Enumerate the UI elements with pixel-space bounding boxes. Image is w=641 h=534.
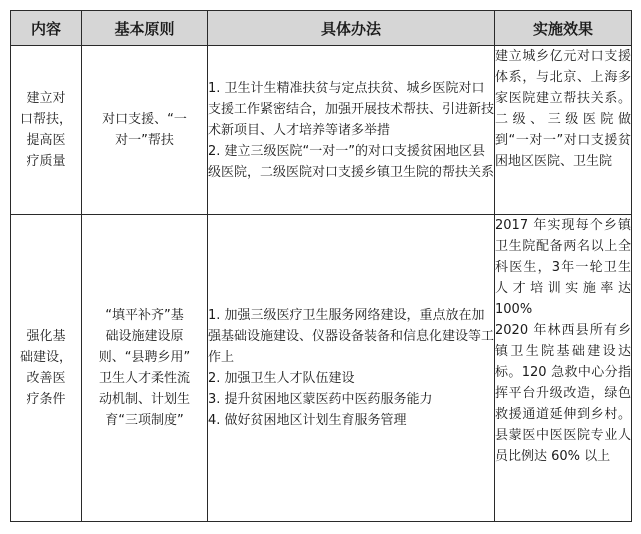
content-text: 建立对 口帮扶， 提高医 疗质量 (19, 91, 72, 169)
measure-item: 3. 提升贫困地区蒙医药中医药服务能力 (208, 392, 433, 407)
measure-item: 4. 做好贫困地区计划生育服务管理 (208, 413, 407, 428)
table-row (11, 46, 632, 215)
effect-cell (495, 46, 632, 215)
measure-item: 2. 加强卫生人才队伍建设 (208, 371, 355, 386)
principle-text: “填平补齐”基 础设施建设原 则、“县聘乡用” 卫生人才柔性流 动机制、计划生 育“三项制度” (98, 308, 191, 428)
header-measures: 具体办法 (208, 11, 495, 46)
measure-item: 1. 卫生计生精准扶贫与定点扶贫、城乡医院对口支援工作紧密结合，加强开展技术帮扶、引进新技术新项目、人才培养等诸多举措 (208, 80, 495, 138)
effect-text: 2020 年林西县所有乡镇卫生院基础建设达标。120 急救中心分指挥平台升级改造，绿色救援通道延伸到乡村。县蒙医中医医院专业人员比例达 60% 以上 (495, 323, 631, 464)
measure-item: 1. 加强三级医疗卫生服务网络建设，重点放在加强基础设施建设、仪器设备装备和信息化建设等工作上 (208, 308, 495, 365)
principle-text: 对口支援、“一 对一”帮扶 (102, 112, 187, 148)
measure-item: 2. 建立三级医院“一对一”的对口支援贫困地区县级医院，二级医院对口支援乡镇卫生院的帮扶关系 (208, 143, 495, 180)
principle-cell (82, 46, 208, 215)
header-content: 内容 (11, 11, 82, 46)
measures-cell (208, 46, 495, 215)
header-principle: 基本原则 (82, 11, 208, 46)
policy-table (10, 10, 632, 522)
effect-text: 2017 年实现每个乡镇卫生院配备两名以上全科医生，3年一轮卫生人才培训实施率达100% (495, 218, 631, 317)
table-row (11, 215, 632, 522)
effect-text: 建立城乡亿元对口支援体系，与北京、上海多家医院建立帮扶关系。二级、三级医院做到“一对一”对口支援贫困地区医院、卫生院 (495, 49, 631, 169)
measures-cell (208, 215, 495, 522)
content-text: 强化基 础建设， 改善医 疗条件 (19, 329, 72, 407)
principle-cell (82, 215, 208, 522)
header-row (11, 11, 632, 46)
effect-cell (495, 215, 632, 522)
header-effect: 实施效果 (495, 11, 632, 46)
content-cell (11, 215, 82, 522)
content-cell (11, 46, 82, 215)
